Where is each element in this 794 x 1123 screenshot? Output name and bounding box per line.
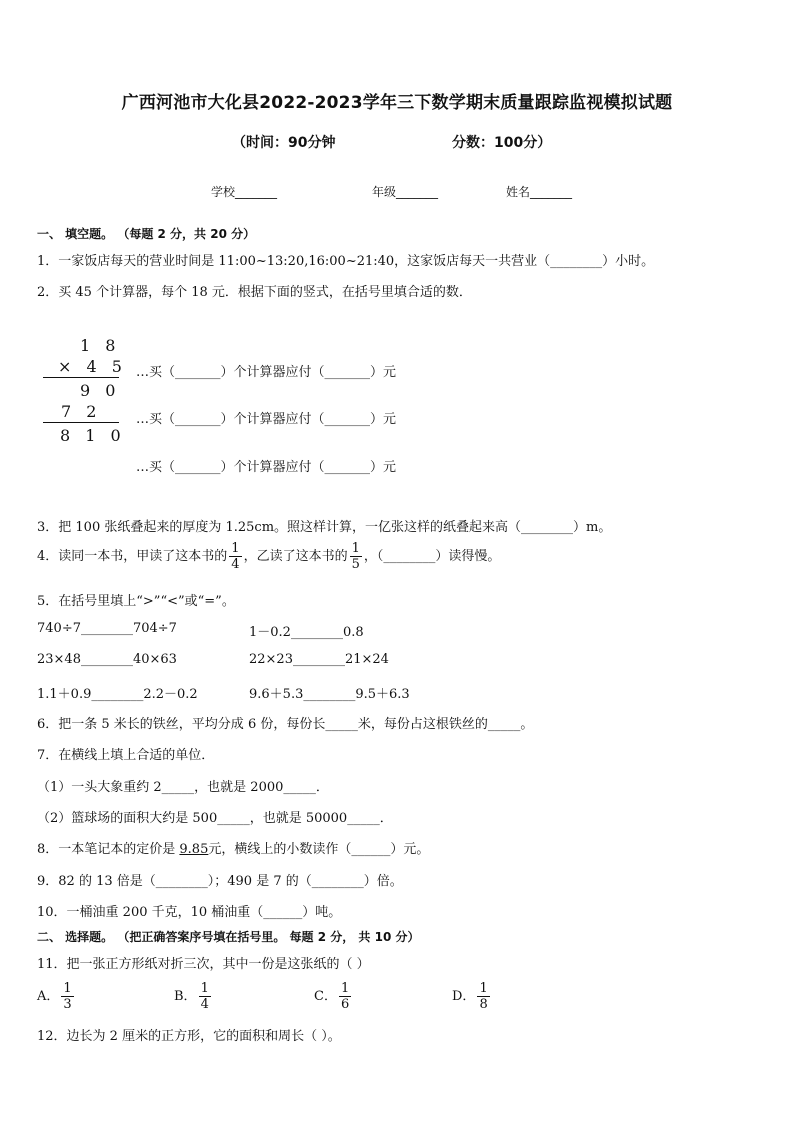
question-11-option-d bbox=[452, 981, 492, 1012]
fraction-one-fifth bbox=[350, 541, 362, 572]
question-12: 12．边长为 2 厘米的正方形，它的面积和周长（ ）。 bbox=[37, 1029, 341, 1044]
fraction-denominator: 8 bbox=[479, 997, 488, 1012]
page-title: 广西河池市大化县2022-2023学年三下数学期末质量跟踪监视模拟试题 bbox=[121, 93, 673, 113]
question-8-text-a: 8．一本笔记本的定价是 bbox=[37, 842, 180, 857]
name-field: 姓名_______ bbox=[506, 185, 573, 199]
fraction-numerator: 1 bbox=[63, 981, 72, 996]
question-2: 2．买 45 个计算器，每个 18 元．根据下面的竖式，在括号里填合适的数． bbox=[37, 285, 472, 300]
question-5: 5．在括号里填上“>”“<”或“=”。 bbox=[37, 594, 235, 609]
question-8-text-b: 元，横线上的小数读作（______）元。 bbox=[208, 842, 430, 857]
question-11-option-a bbox=[37, 981, 76, 1012]
question-7: 7．在横线上填上合适的单位． bbox=[37, 748, 215, 763]
fraction-one-fourth bbox=[229, 541, 241, 572]
vertical-line-2 bbox=[43, 422, 119, 423]
question-4-text-b: ，乙读了这本书的 bbox=[243, 549, 348, 564]
question-5-row-1-left: 740÷7________704÷7 bbox=[37, 621, 177, 636]
vertical-row-3: 9 0 bbox=[80, 381, 121, 400]
school-field: 学校_______ bbox=[211, 185, 278, 199]
question-3: 3．把 100 张纸叠起来的厚度为 1.25cm。照这样计算，一亿张这样的纸叠起来高（________）m。 bbox=[37, 520, 612, 535]
question-5-row-2-right: 22×23________21×24 bbox=[249, 652, 389, 667]
question-7-part-2: （2）篮球场的面积大约是 500_____，也就是 50000_____． bbox=[37, 811, 393, 826]
time-label: （时间：90分钟 bbox=[232, 135, 336, 151]
option-label: A． bbox=[37, 989, 60, 1004]
vertical-line-1 bbox=[43, 377, 119, 378]
fraction-denominator: 3 bbox=[63, 997, 72, 1012]
option-label: C． bbox=[314, 989, 337, 1004]
question-9: 9．82 的 13 倍是（________）；490 是 7 的（________）倍。 bbox=[37, 874, 403, 889]
question-5-row-1-right: 1－0.2________0.8 bbox=[249, 625, 364, 640]
vertical-row-2: × 4 5 bbox=[58, 357, 127, 376]
option-label: D． bbox=[452, 989, 476, 1004]
question-11-option-c bbox=[314, 981, 353, 1012]
fraction-denominator: 5 bbox=[351, 557, 360, 572]
fraction-numerator: 1 bbox=[351, 541, 360, 556]
grade-field: 年级_______ bbox=[372, 185, 439, 199]
question-2-line-2: …买（_______）个计算器应付（_______）元 bbox=[136, 412, 397, 427]
fraction-numerator: 1 bbox=[340, 981, 350, 996]
question-4-text-c: ，（________）读得慢。 bbox=[363, 549, 501, 564]
question-10: 10．一桶油重 200 千克，10 桶油重（______）吨。 bbox=[37, 905, 342, 920]
question-1: 1．一家饭店每天的营业时间是 11:00~13:20,16:00~21:40，这家饭店每天一共营业（________）小时。 bbox=[37, 254, 655, 269]
vertical-row-5: 8 1 0 bbox=[60, 426, 126, 445]
question-11-option-b bbox=[174, 981, 213, 1012]
option-label: B． bbox=[174, 989, 197, 1004]
question-2-line-1: …买（_______）个计算器应付（_______）元 bbox=[136, 365, 397, 380]
question-5-row-3-left: 1.1＋0.9________2.2－0.2 bbox=[37, 687, 198, 702]
question-2-line-3: …买（_______）个计算器应付（_______）元 bbox=[136, 460, 397, 475]
question-11: 11．把一张正方形纸对折三次，其中一份是这张纸的（ ） bbox=[37, 957, 370, 972]
question-4-text-a: 4．读同一本书，甲读了这本书的 bbox=[37, 549, 228, 564]
fraction-numerator: 1 bbox=[231, 541, 240, 556]
section-2-heading: 二、 选择题。 （把正确答案序号填在括号里。 每题 2 分， 共 10 分） bbox=[37, 930, 420, 944]
fraction-numerator: 1 bbox=[479, 981, 488, 996]
question-5-row-3-right: 9.6＋5.3________9.5＋6.3 bbox=[249, 687, 410, 702]
vertical-row-4: 7 2 bbox=[61, 402, 102, 421]
question-7-part-1: （1）一头大象重约 2_____，也就是 2000_____． bbox=[37, 780, 329, 795]
fraction-numerator: 1 bbox=[200, 981, 209, 996]
question-6: 6．把一条 5 米长的铁丝，平均分成 6 份，每份长_____米，每份占这根铁丝的_____。 bbox=[37, 717, 534, 732]
question-5-row-2-left: 23×48________40×63 bbox=[37, 652, 177, 667]
vertical-row-1: 1 8 bbox=[80, 336, 121, 355]
fraction-denominator: 4 bbox=[231, 557, 240, 572]
question-4 bbox=[37, 541, 500, 572]
option-fraction bbox=[339, 981, 351, 1012]
underlined-number: 9.85 bbox=[179, 842, 209, 857]
fraction-denominator: 4 bbox=[200, 997, 209, 1012]
question-8 bbox=[37, 838, 429, 857]
option-fraction bbox=[199, 981, 211, 1012]
score-label: 分数：100分） bbox=[452, 135, 552, 151]
fraction-denominator: 6 bbox=[340, 997, 350, 1012]
option-fraction bbox=[477, 981, 489, 1012]
option-fraction bbox=[61, 981, 73, 1012]
section-1-heading: 一、 填空题。 （每题 2 分，共 20 分） bbox=[37, 227, 256, 241]
